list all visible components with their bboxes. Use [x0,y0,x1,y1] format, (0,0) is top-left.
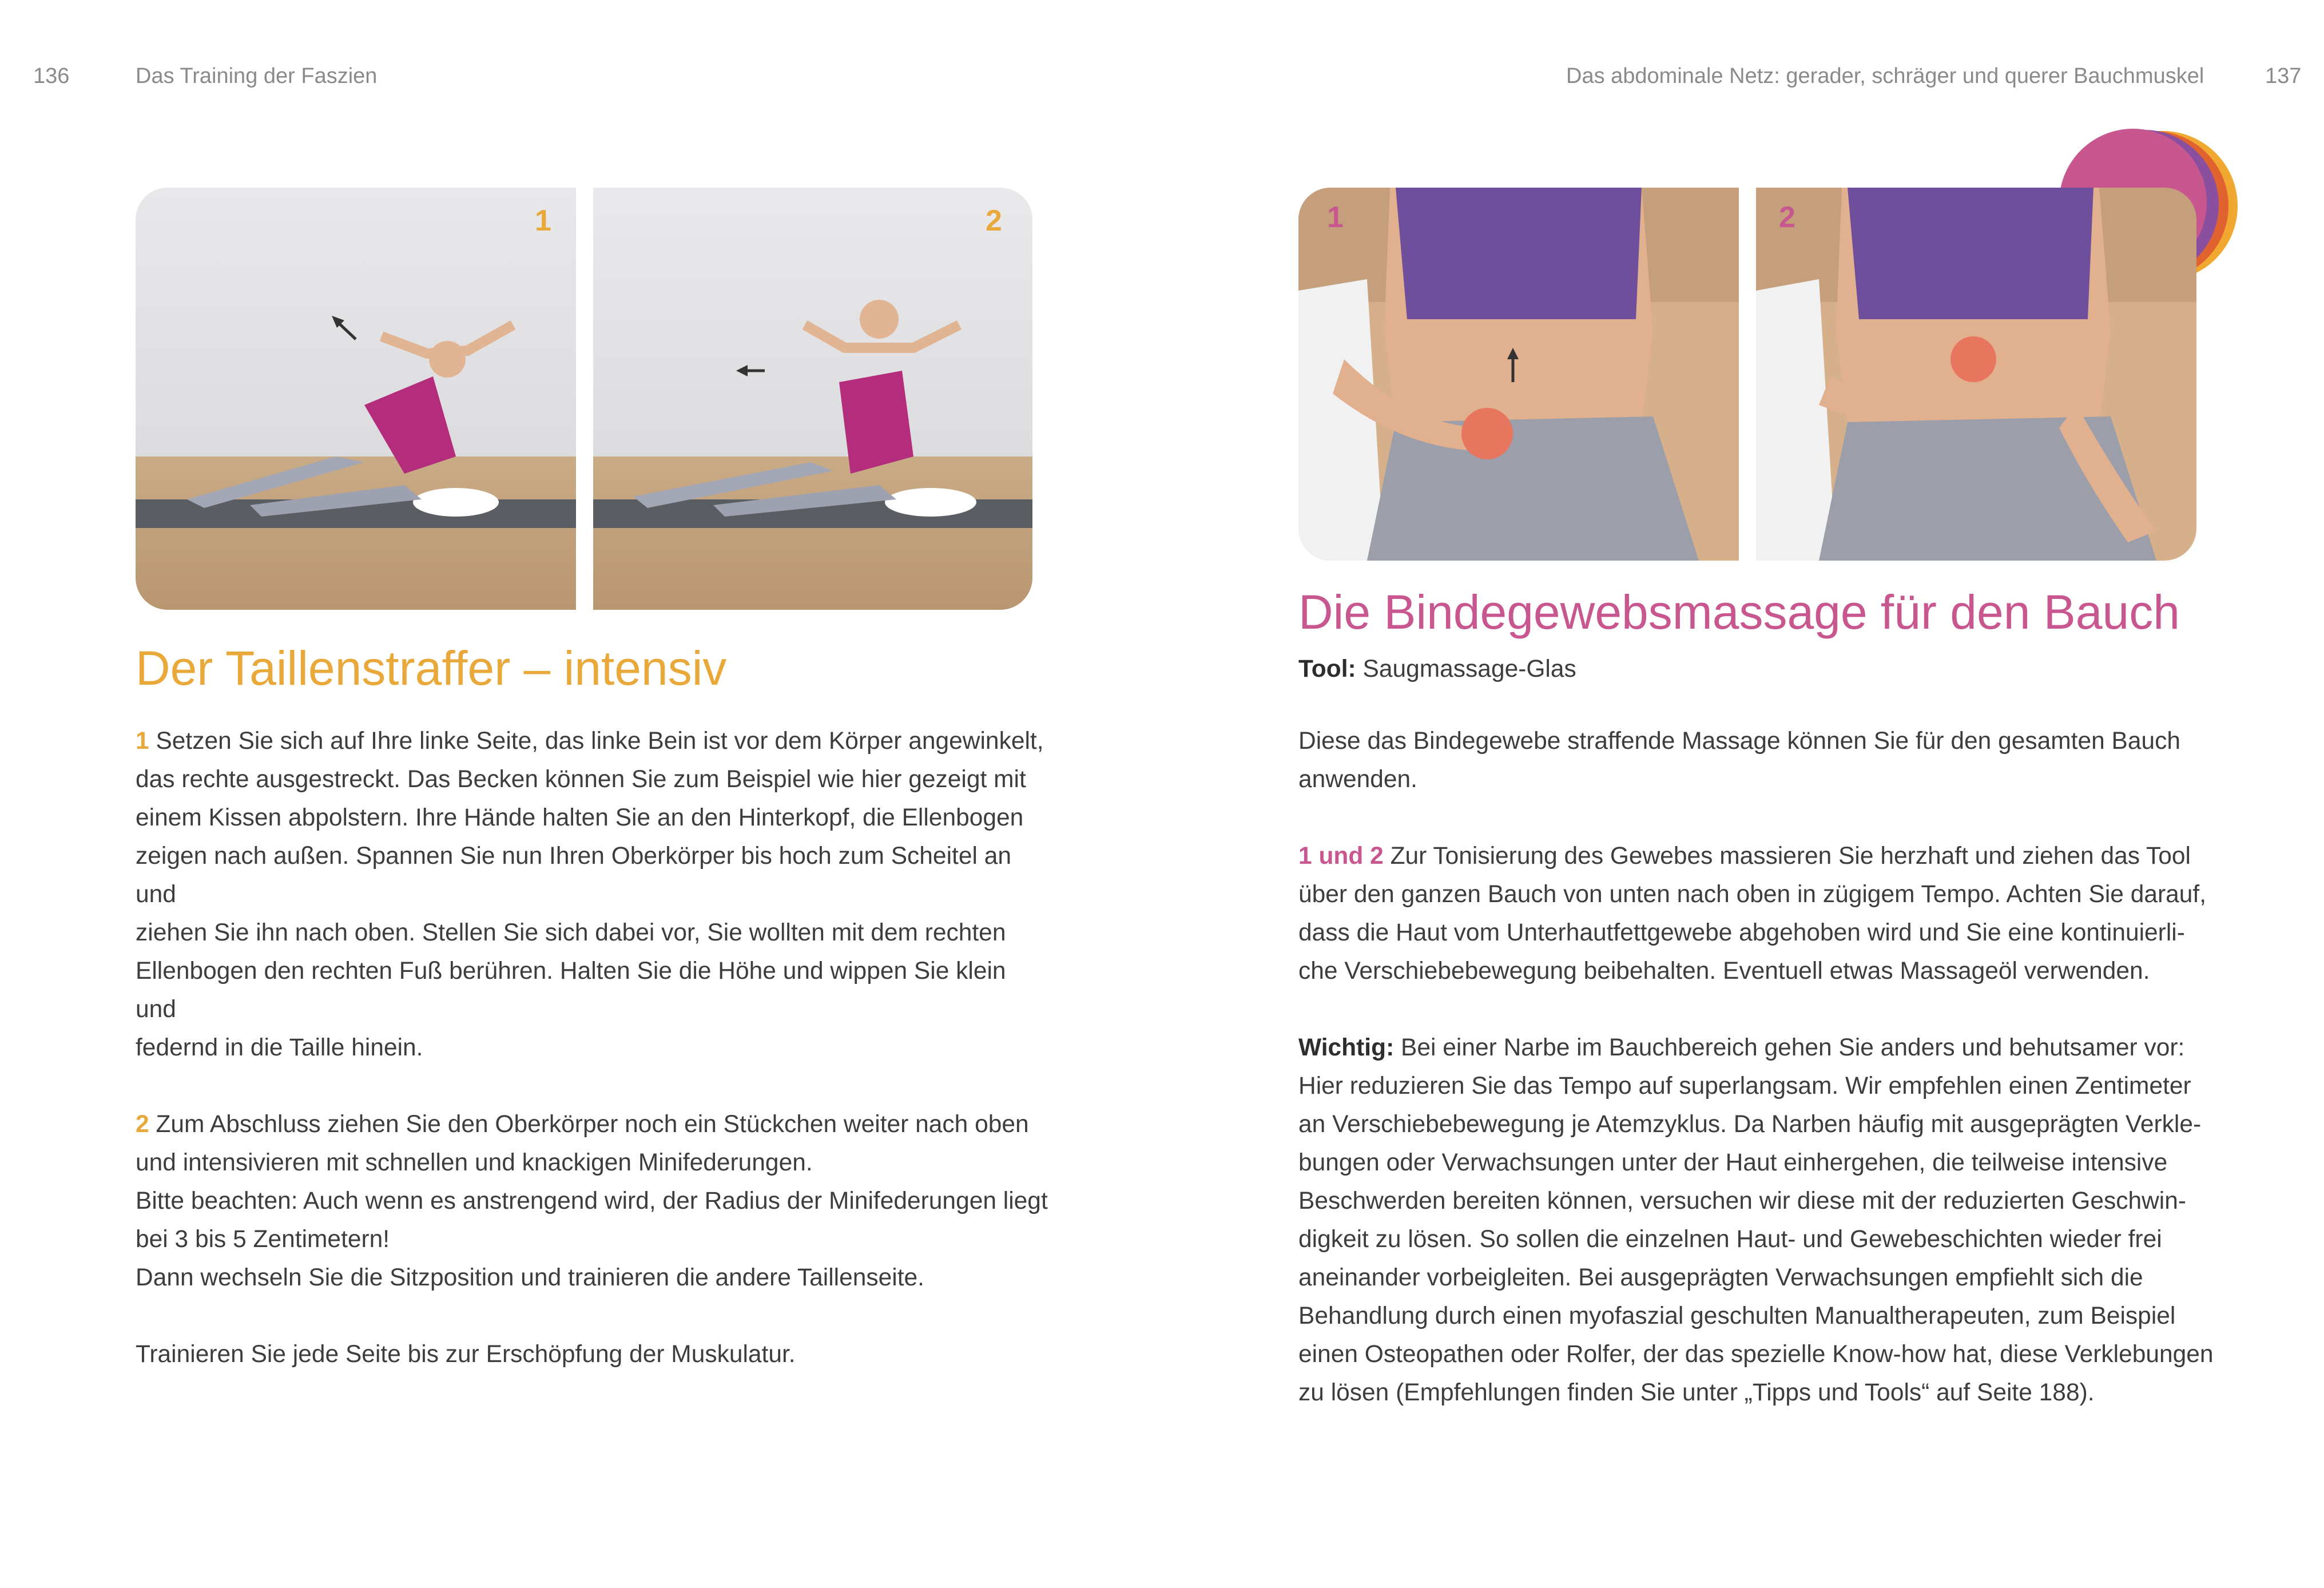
tool-value: Saugmassage-Glas [1356,656,1576,682]
important-line: bungen oder Verwachsungen unter der Haut einhergehen, die teilweise intensive [1298,1149,2168,1176]
important-line-1: Wichtig: Bei einer Narbe im Bauchbereich gehen Sie anders und behutsamer vor: [1298,1034,2185,1061]
left-para-1-line: das rechte ausgestreckt. Das Becken können Sie zum Beispiel wie hier gezeigt mit [136,766,1026,793]
important-line: digkeit zu lösen. So sollen die einzelnen Haut- und Gewebeschichten wieder frei [1298,1226,2162,1253]
photo-label-1: 1 [1327,201,1344,234]
left-photo-2 [593,188,1032,610]
left-para-1-line-1: 1 Setzen Sie sich auf Ihre linke Seite, das linke Bein ist vor dem Körper angewinkelt, [136,728,1044,755]
step-line: che Verschiebebewegung beibehalten. Eventuell etwas Massageöl verwenden. [1298,958,2150,984]
left-photo-1 [136,188,576,610]
important-line: Beschwerden bereiten können, versuchen wir diese mit der reduzierten Geschwin- [1298,1188,2187,1214]
left-para-1-line: Ellenbogen den rechten Fuß berühren. Halten Sie die Höhe und wippen Sie klein und [136,958,1006,1023]
left-para-1-line: federnd in die Taille hinein. [136,1034,423,1061]
left-para-2-line: Dann wechseln Sie die Sitzposition und trainieren die andere Taillenseite. [136,1264,924,1291]
left-para-1-line: einem Kissen abpolstern. Ihre Hände halten Sie an den Hinterkopf, die Ellenbogen [136,804,1024,831]
step-number: 1 [136,728,149,755]
left-body [136,722,1051,1373]
intro-line: Diese das Bindegewebe straffende Massage können Sie für den gesamten Bauch [1298,728,2181,755]
important-line: an Verschiebebewegung je Atemzyklus. Da Narben häufig mit ausgeprägten Verkle- [1298,1111,2202,1138]
photo-label-1: 1 [535,204,551,237]
tool-label: Tool: [1298,656,1356,682]
right-photo-2 [1756,188,2196,561]
left-para-2-line: bei 3 bis 5 Zentimetern! [136,1226,390,1253]
left-para-2-line-1: 2 Zum Abschluss ziehen Sie den Oberkörper noch ein Stückchen weiter nach oben [136,1111,1029,1138]
important-line: Behandlung durch einen myofaszial geschulten Manualtherapeuten, zum Beispiel [1298,1303,2176,1329]
right-photo-1 [1298,188,1739,561]
important-line: aneinander vorbeigleiten. Bei ausgeprägten Verwachsungen empfiehlt sich die [1298,1264,2143,1291]
left-running-head: Das Training der Faszien [136,64,378,88]
step-line: dass die Haut vom Unterhautfettgewebe abgehoben wird und Sie eine kontinuierli- [1298,919,2185,946]
step-number: 1 und 2 [1298,843,1384,870]
important-label: Wichtig: [1298,1034,1395,1061]
important-line: Hier reduzieren Sie das Tempo auf superlangsam. Wir empfehlen einen Zentimeter [1298,1073,2191,1099]
left-page-number: 136 [33,64,70,88]
left-para-2-line: Bitte beachten: Auch wenn es anstrengend wird, der Radius der Minifederungen liegt [136,1188,1048,1214]
left-para-1-line: ziehen Sie ihn nach oben. Stellen Sie sich dabei vor, Sie wollten mit dem rechten [136,919,1006,946]
right-page-number: 137 [2265,64,2302,88]
important-line: einen Osteopathen oder Rolfer, der das spezielle Know-how hat, diese Verklebungen [1298,1341,2214,1368]
right-body [1298,650,2214,1412]
photo-label-2: 2 [986,204,1002,237]
step-line: über den ganzen Bauch von unten nach oben in zügigem Tempo. Achten Sie darauf, [1298,881,2207,908]
left-para-2-line: und intensivieren mit schnellen und knackigen Minifederungen. [136,1149,813,1176]
right-heading: Die Bindegewebsmassage für den Bauch [1298,585,2180,639]
intro-line: anwenden. [1298,766,1417,793]
tool-line [1298,650,2214,688]
photo-label-2: 2 [1779,201,1795,234]
left-para-3-line: Trainieren Sie jede Seite bis zur Erschöpfung der Muskulatur. [136,1341,796,1368]
step-number: 2 [136,1111,149,1138]
left-para-1-line: zeigen nach außen. Spannen Sie nun Ihren Oberkörper bis hoch zum Scheitel an und [136,843,1011,908]
important-line: zu lösen (Empfehlungen finden Sie unter „Tipps und Tools“ auf Seite 188). [1298,1379,2095,1406]
left-heading: Der Taillenstraffer – intensiv [136,641,727,695]
right-running-head: Das abdominale Netz: gerader, schräger und querer Bauchmuskel [1566,64,2204,88]
step-line-1: 1 und 2 Zur Tonisierung des Gewebes massieren Sie herzhaft und ziehen das Tool [1298,843,2191,870]
